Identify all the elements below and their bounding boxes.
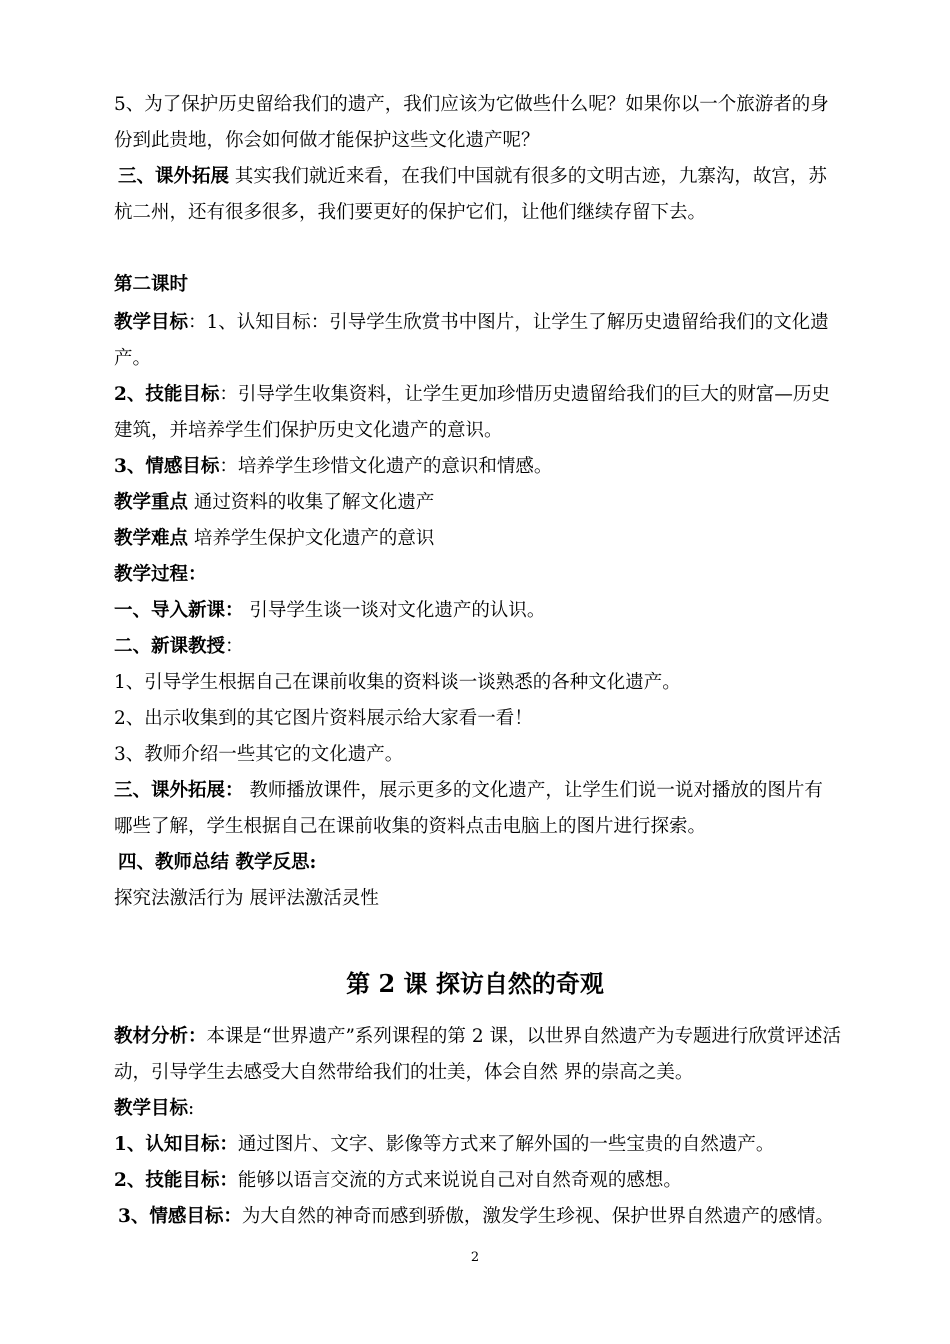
new-lesson-heading: 二、新课教授： xyxy=(114,636,244,657)
page-number: 2 xyxy=(470,1250,480,1265)
emotion-goal-2: 3、情感目标：为大自然的神奇而感到骄傲，激发学生珍视、保护世界自然遗产的感情。 xyxy=(118,1206,834,1227)
teaching-goal-line-2: 产。 xyxy=(114,348,152,369)
summary-heading: 四、教师总结 教学反思: xyxy=(118,852,317,873)
teaching-key-point: 教学重点 通过资料的收集了解文化遗产 xyxy=(114,492,435,513)
extension-2-line-2: 哪些了解，学生根据自己在课前收集的资料点击电脑上的图片进行探索。 xyxy=(114,816,707,837)
lesson-2-heading: 第二课时 xyxy=(114,274,189,295)
question-5-line-2: 份到此贵地，你会如何做才能保护这些文化遗产呢？ xyxy=(114,130,540,151)
goals-heading: 教学目标: xyxy=(114,1098,195,1119)
skill-goal: 2、技能目标：能够以语言交流的方式来说说自己对自然奇观的感想。 xyxy=(114,1170,682,1191)
summary-text: 探究法激活行为 展评法激活灵性 xyxy=(114,888,379,909)
extension-label: 三、课外拓展 xyxy=(118,166,230,187)
lesson-title: 第 2 课 探访自然的奇观 xyxy=(346,969,604,998)
step-3: 3、教师介绍一些其它的文化遗产。 xyxy=(114,744,404,765)
teaching-goal-line-1: 教学目标：1、认知目标：引导学生欣赏书中图片，让学生了解历史遗留给我们的文化遗 xyxy=(114,312,829,333)
step-2: 2、出示收集到的其它图片资料展示给大家看一看！ xyxy=(114,708,533,729)
extension-paragraph-line-1: 三、课外拓展 其实我们就近来看，在我们中国就有很多的文明古迹，九寨沟，故宫，苏 xyxy=(118,166,827,187)
teaching-process-heading: 教学过程： xyxy=(114,564,207,585)
skill-goal-line-1: 2、技能目标：引导学生收集资料，让学生更加珍惜历史遗留给我们的巨大的财富—历史 xyxy=(114,384,830,405)
step-1: 1、引导学生根据自己在课前收集的资料谈一谈熟悉的各种文化遗产。 xyxy=(114,672,681,693)
skill-goal-line-2: 建筑，并培养学生们保护历史文化遗产的意识。 xyxy=(114,420,503,441)
analysis-line-2: 动，引导学生去感受大自然带给我们的壮美，体会自然 界的崇高之美。 xyxy=(114,1062,694,1083)
extension-2-line-1: 三、课外拓展： 教师播放课件，展示更多的文化遗产，让学生们说一说对播放的图片有 xyxy=(114,780,823,801)
question-5-line-1: 5、为了保护历史留给我们的遗产，我们应该为它做些什么呢？如果你以一个旅游者的身 xyxy=(114,94,829,115)
cognitive-goal: 1、认知目标：通过图片、文字、影像等方式来了解外国的一些宝贵的自然遗产。 xyxy=(114,1134,775,1155)
intro-step: 一、导入新课： 引导学生谈一谈对文化遗产的认识。 xyxy=(114,600,546,621)
extension-paragraph-line-2: 杭二州，还有很多很多，我们要更好的保护它们，让他们继续存留下去。 xyxy=(114,202,707,223)
teaching-difficulty: 教学难点 培养学生保护文化遗产的意识 xyxy=(114,528,435,549)
analysis-line-1: 教材分析：本课是“世界遗产”系列课程的第 2 课，以世界自然遗产为专题进行欣赏评述活 xyxy=(114,1026,841,1047)
emotion-goal: 3、情感目标：培养学生珍惜文化遗产的意识和情感。 xyxy=(114,456,553,477)
